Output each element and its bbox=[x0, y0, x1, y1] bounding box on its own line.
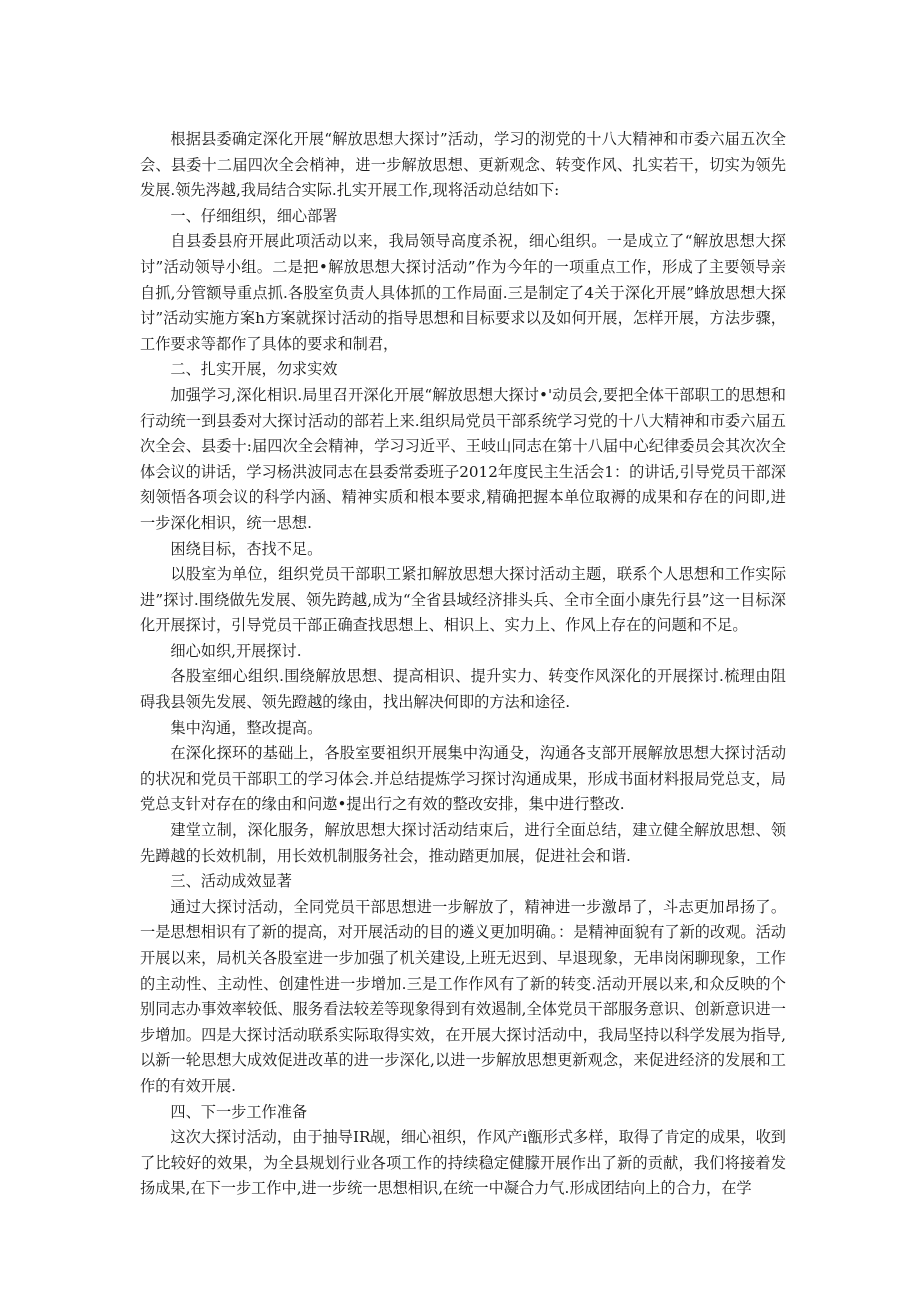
subsection-heading: 集中沟通，整改提高。 bbox=[170, 718, 323, 737]
intro-paragraph: 根据县委确定深化开展“解放思想大探讨”活动，学习的沏党的十八大精神和市委六届五次全会、县委十二届四次全会梢神，进一步解放思想、更新观念、转变作风、扎实若干，切实为领先发展.领先涔越,我局结合实际.扎实开展工作,现将活动总结如下: bbox=[140, 130, 786, 200]
subsection-heading: 困绕目标，杏找不足。 bbox=[170, 539, 323, 558]
section-heading: 一、仔细组织，细心部署 bbox=[170, 206, 338, 225]
body-paragraph: 在深化探环的基础上，各股室要祖织开展集中沟通殳，沟通各支部开展解放思想大探讨活动的状况和党员干部职工的学习体会.并总结提炼学习探讨沟通成果，形成书面材料报局党总支，局党总支针对存在的缘由和问遨•提出行之有效的整改安排，集中进行整改. bbox=[140, 744, 786, 814]
body-paragraph: 这次大探讨活动，由于抽导IR觇，细心祖织，作风产i甑形式多样，取得了肯定的成果，收到了比较好的效果，为全县规划行业各项工作的持续稳定健朦开展作出了新的贡献，我们将接着发扬成果,在下一步工作中,进一步统一思想相识,在统一中凝合力气.形成团结向上的合力，在学 bbox=[140, 1128, 786, 1198]
section-heading: 二、扎实开展，勿求实效 bbox=[170, 360, 338, 379]
body-paragraph: 以股室为单位，组织党员干部职工紧扣解放思想大探讨活动主题，联系个人思想和工作实际进”探讨.围绕做先发展、领先跨越,成为“全省县域经济排头兵、全市全面小康先行县”这一目标深化开展探讨，引导党员干部正确查找思想上、相识上、实力上、作风上存在的问题和不足。 bbox=[140, 565, 786, 635]
body-paragraph: 自县委县府开展此项活动以来，我局领导高度杀祝，细心组织。一是成立了“解放思想大探讨”活动领导小组。二是把•解放思想大探讨活动”作为今年的一项重点工作，形成了主要领导亲自抓,分管额导重点抓.各股室负责人具体抓的工作局面.三是制定了4关于深化开展”蜂放思想大探讨”活动实施方案h方案就探讨活动的指导思想和目标要求以及如何开展，怎样开展，方法步骤，工作要求等都作了具体的要求和制君， bbox=[140, 232, 786, 353]
body-paragraph: 建堂立制，深化服务，解放思想大探讨活动结束后，进行全面总结，建立健全解放思想、领先蹲越的长效机制，用长效机制服务社会，推动踏更加展，促进社会和谐. bbox=[140, 821, 786, 865]
body-paragraph: 各股室细心组织.围绕解放思想、提高相识、提升实力、转变作风深化的开展探讨.梳理由阻碍我县领先发展、领先蹬越的缘由，找出解决何即的方法和途径. bbox=[140, 667, 786, 712]
body-paragraph: 通过大探讨活动，全同党员干部思想进一步解放了，精神进一步激昂了，斗志更加昂扬了。一是思想相识有了新的提高，对开展活动的目的遴义更加明确。：是精神面貌有了新的改观。活动开展以来，局机关各股室进一步加强了机关建设,上班无迟到、早退现象，无串岗闲聊现象，工作的主动性、主动性、创建性进一步增加.三是工作作风有了新的转变.活动开展以来,和众反映的个别同志办事效率较低、服务看法较差等现象得到有效遏制,全体党员干部服务意识、创新意识进一步增加。四是大探讨活动联系实际取得实效，在开展大探讨活动中，我局坚持以科学发展为指导,以新一轮思想大成效促进改革的进一步深化,以进一步解放思想更新观念，来促进经济的发展和工作的有效开展. bbox=[140, 897, 786, 1095]
document-body bbox=[140, 127, 786, 1202]
section-heading: 三、活动成效显著 bbox=[170, 872, 292, 891]
section-heading: 四、下一步工作准备 bbox=[170, 1102, 308, 1121]
subsection-heading: 细心如织,开展探讨. bbox=[170, 641, 302, 660]
body-paragraph: 加强学习,深化相识.局里召开深化开展“解放思想大探讨•'动员会,要把全体干部职工的思想和行动统一到县委对大探讨活动的部若上来.组织局党员干部系统学习党的十八大精神和市委六届五次全会、县委十:届四次全会精神，学习习近平、王岐山同志在第十八届中心纪律委员会其次次全体会议的讲话，学习杨洪波同志在县委常委班子2012年度民主生活会1：的讲话,引导党员干部深刻领悟各项会议的科学内涵、精神实质和根本要求,精确把握本单位取褥的成果和存在的问即,进一步深化相识，统一思想. bbox=[140, 385, 786, 532]
